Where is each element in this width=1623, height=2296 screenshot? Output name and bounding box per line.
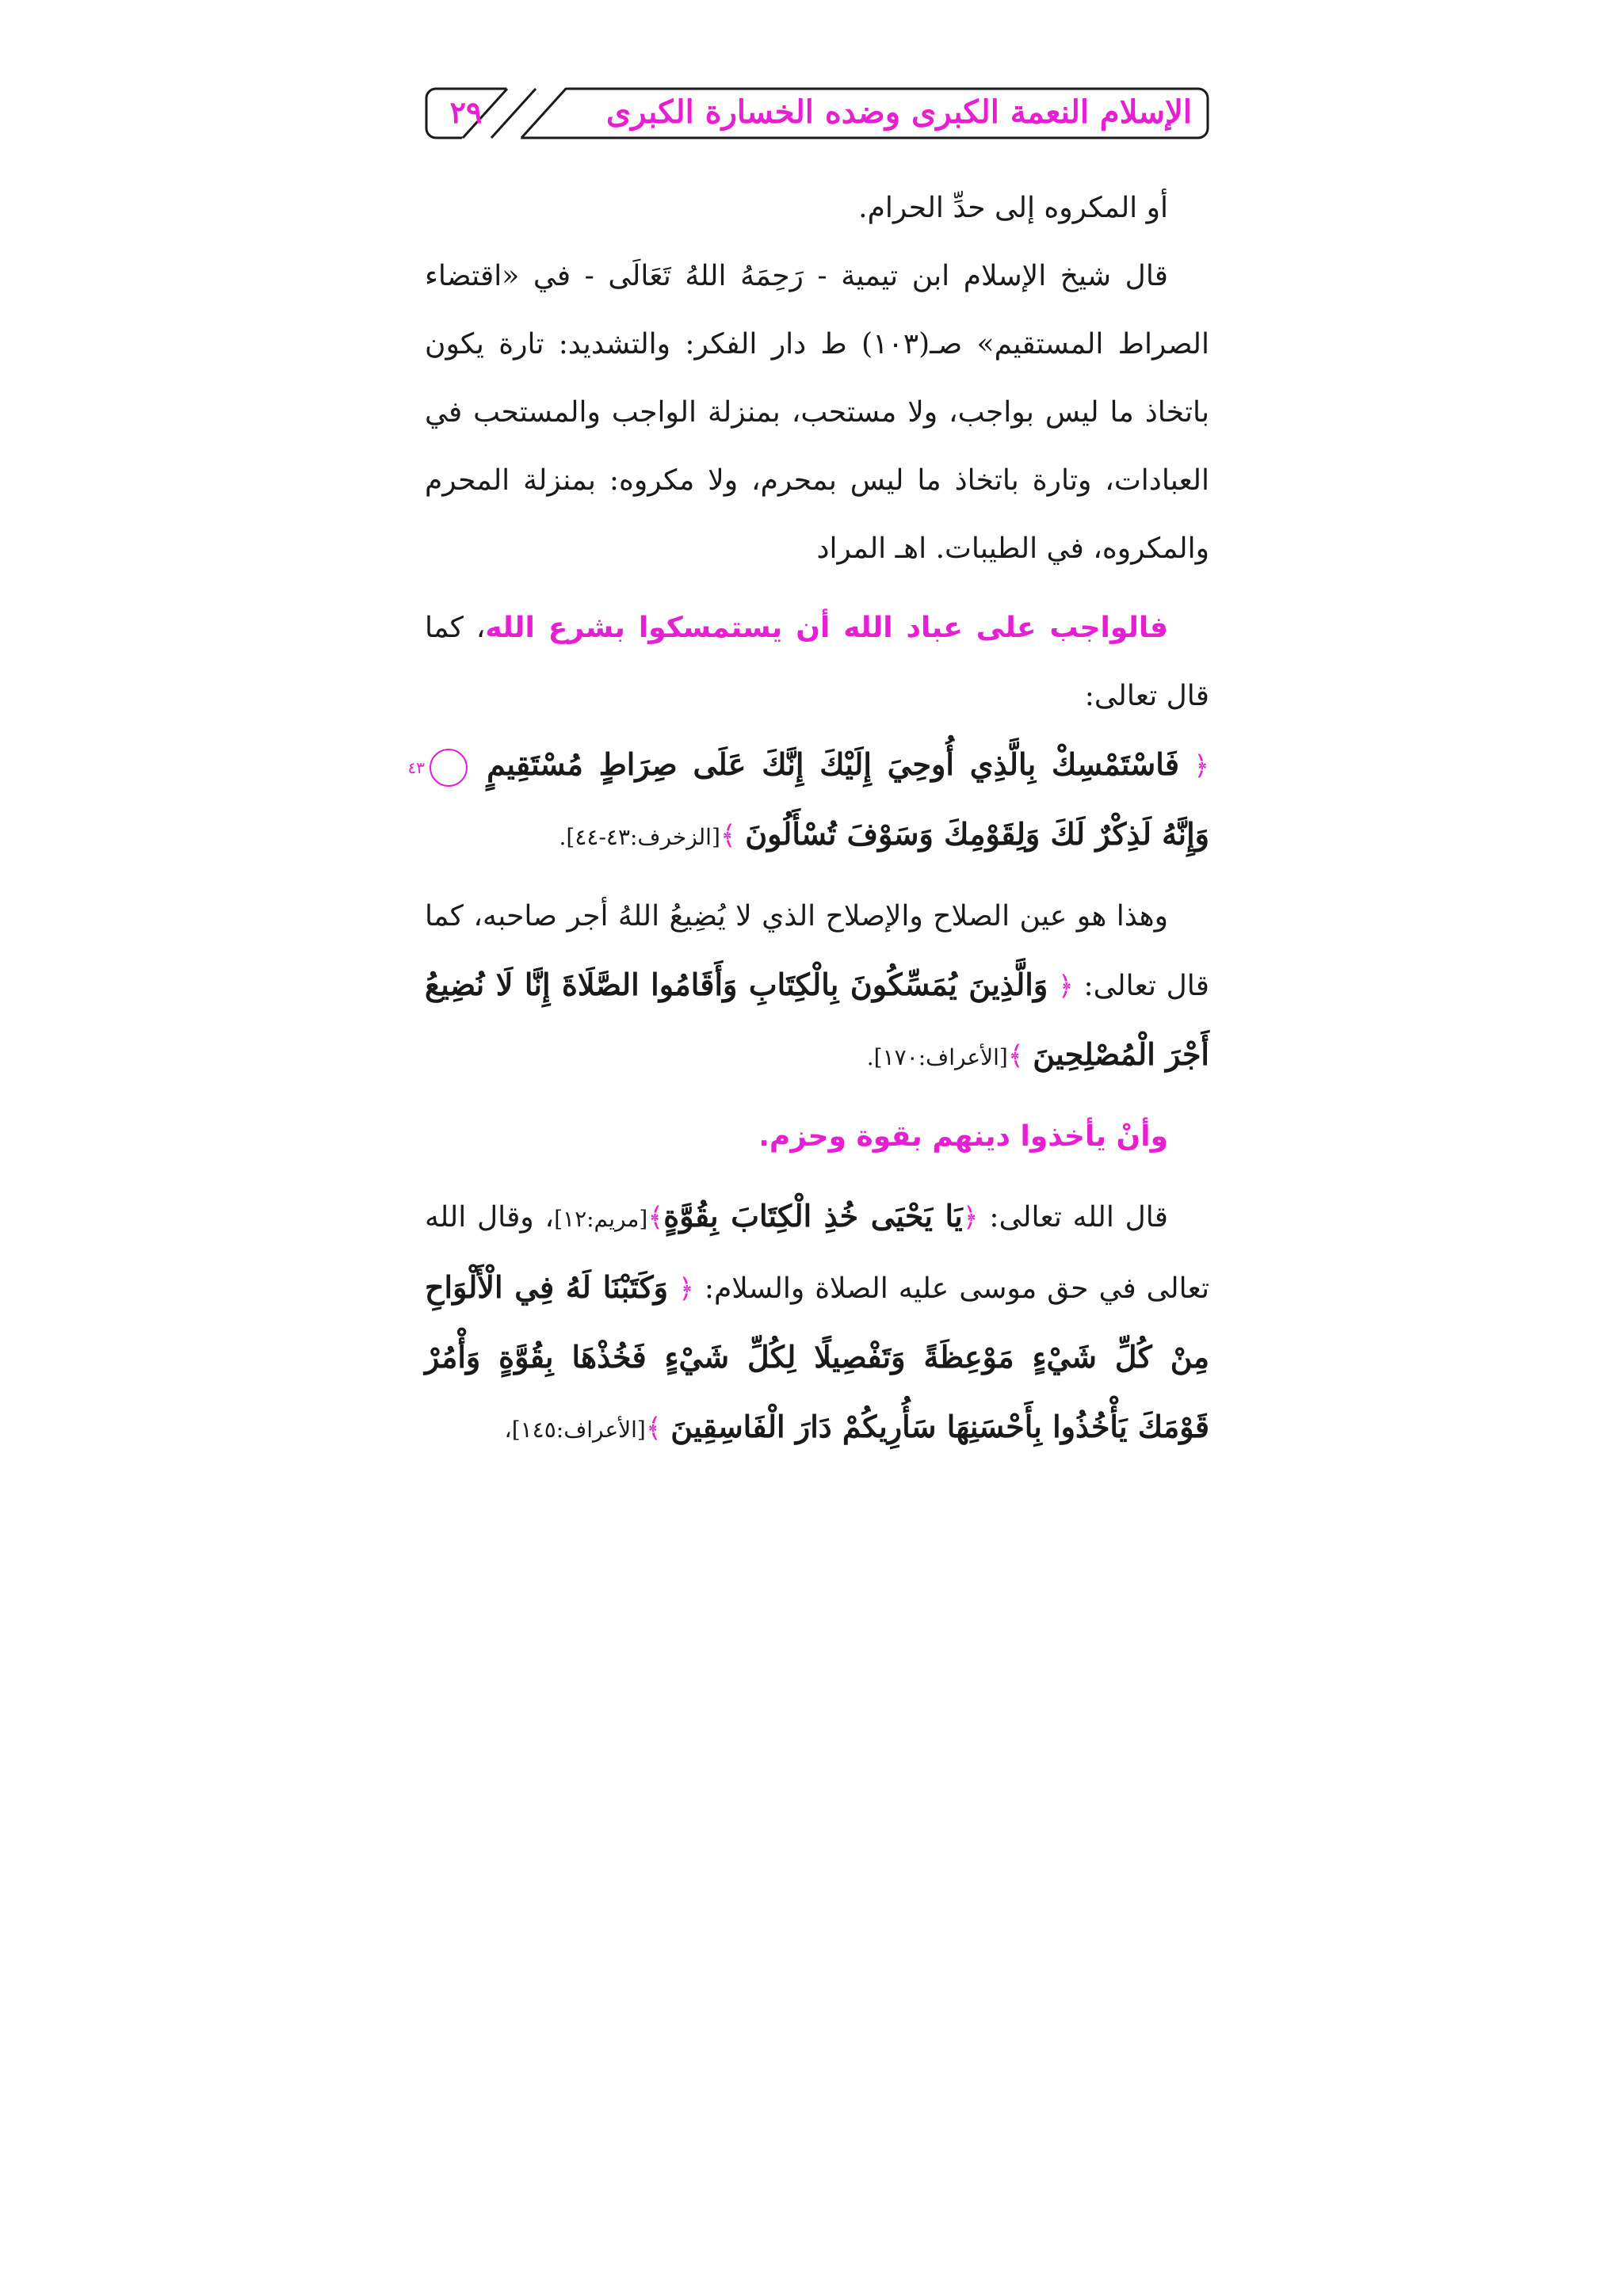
quran-close-bracket: ﴾ <box>645 1413 662 1444</box>
quran-verse-araf-170: وَالَّذِينَ يُمَسِّكُونَ بِالْكِتَابِ وَأَقَامُوا الصَّلَاةَ إِنَّا لَا نُضِيعُ أَجْرَ الْمُصْلِحِينَ <box>425 967 1209 1072</box>
ayah-number-marker: ٤٣ <box>430 749 468 787</box>
running-title: الإسلام النعمة الكبرى وضده الخسارة الكبرى <box>605 93 1192 131</box>
verse-reference: [الأعراف:١٤٥]، <box>504 1417 646 1443</box>
paragraph-obligation <box>407 594 1209 871</box>
quran-close-bracket: ﴾ <box>647 1202 664 1234</box>
paragraph-1 <box>425 174 1209 242</box>
verse-reference: [الأعراف:١٧٠]. <box>866 1044 1008 1070</box>
paragraph-righteousness <box>425 883 1209 1092</box>
paragraph-3-rest: ، كما قال تعالى: <box>425 612 1209 712</box>
paragraph-5-start: قال الله تعالى: <box>989 1201 1168 1234</box>
highlighted-heading: فالواجب على عباد الله أن يستمسكوا بشرع الله <box>485 612 1169 644</box>
paragraph-strength <box>425 1182 1209 1464</box>
quran-verse-zukhruf-44: وَإِنَّهُ لَذِكْرٌ لَكَ وَلِقَوْمِكَ وَسَوْفَ تُسْأَلُونَ <box>745 816 1209 852</box>
quran-open-bracket: ﴿ <box>962 1202 979 1234</box>
main-text <box>407 174 1210 1464</box>
quran-close-bracket: ﴾ <box>1007 1040 1024 1072</box>
page-number: ٢٩ <box>449 94 483 130</box>
quran-open-bracket: ﴿ <box>1057 971 1074 1002</box>
quran-verse-araf-145: وَكَتَبْنَا لَهُ فِي الْأَلْوَاحِ مِنْ كُلِّ شَيْءٍ مَوْعِظَةً وَتَفْصِيلًا لِكُلِّ شَيْءٍ فَخُذْهَا بِقُوَّةٍ وَأْمُرْ قَوْمَكَ يَأْخُذُوا بِأَحْسَنِهَا سَأُرِيكُمْ دَارَ الْفَاسِقِينَ <box>425 1269 1209 1444</box>
section-heading-text: وأنْ يأخذوا دينهم بقوة وحزم. <box>758 1120 1168 1153</box>
quran-open-bracket: ﴿ <box>1193 750 1209 782</box>
quran-close-bracket: ﴾ <box>720 820 736 852</box>
verse-reference: [الزخرف:٤٣-٤٤]. <box>559 824 720 850</box>
paragraph-2-text: قال شيخ الإسلام ابن تيمية - رَحِمَهُ اللهُ تَعَالَى - في «اقتضاء الصراط المستقيم» صـ(١٠٣) ط دار الفكر: والتشديد: تارة يكون باتخاذ ما ليس بواجب، ولا مستحب، بمنزلة الواجب والمستحب في العبادات، وتارة باتخاذ ما ليس بمحرم، ولا مكروه: بمنزلة المحرم والمكروه، في الطيبات. اهـ المراد <box>425 260 1210 565</box>
quran-verse-maryam-12: يَا يَحْيَى خُذِ الْكِتَابَ بِقُوَّةٍ <box>663 1198 963 1234</box>
paragraph-4-text: وهذا هو عين الصلاح والإصلاح الذي لا يُضِيعُ اللهُ أجر صاحبه، كما قال تعالى: <box>425 900 1209 1002</box>
page-header <box>425 87 1209 139</box>
verse-reference: [مريم:١٢] <box>554 1206 648 1232</box>
quran-open-bracket: ﴿ <box>678 1273 694 1305</box>
quran-verse-zukhruf-43: فَاسْتَمْسِكْ بِالَّذِي أُوحِيَ إِلَيْكَ إِنَّكَ عَلَى صِرَاطٍ مُسْتَقِيمٍ <box>487 746 1179 782</box>
paragraph-5-middle: ، وقال الله تعالى في حق موسى عليه الصلاة والسلام: <box>425 1201 1209 1305</box>
paragraph-quote-ibn-taymiyya <box>425 242 1209 583</box>
paragraph-1-text: أو المكروه إلى حدِّ الحرام. <box>858 192 1168 224</box>
section-heading <box>425 1103 1209 1171</box>
